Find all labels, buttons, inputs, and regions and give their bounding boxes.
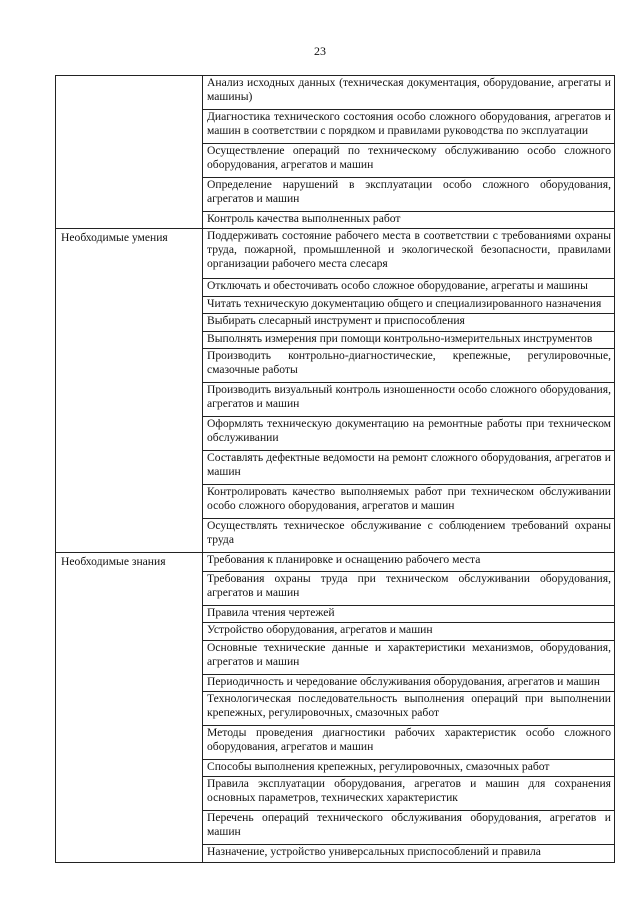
requirement-text: Периодичность и чередование обслуживания оборудования, агрегатов и машин (203, 674, 615, 692)
category-cell (56, 571, 203, 605)
requirement-text: Оформлять техническую документацию на ремонтные работы при техническом обслуживании (203, 417, 615, 451)
requirement-text: Выбирать слесарный инструмент и приспособления (203, 314, 615, 332)
category-cell (56, 640, 203, 674)
category-cell (56, 811, 203, 845)
requirement-text: Поддерживать состояние рабочего места в соответствии с требованиями охраны труда, пожарной, промышленной и экологической безопасности, правилами организации рабочего места слесаря (203, 229, 615, 279)
table-row (56, 484, 615, 518)
category-cell (56, 314, 203, 332)
requirement-text: Читать техническую документацию общего и специализированного назначения (203, 296, 615, 314)
requirement-text: Выполнять измерения при помощи контрольно-измерительных инструментов (203, 331, 615, 349)
table-row (56, 518, 615, 552)
category-cell (56, 143, 203, 177)
requirement-text: Осуществлять техническое обслуживание с соблюдением требований охраны труда (203, 518, 615, 552)
category-cell: Необходимые умения (56, 229, 203, 279)
requirement-text: Контролировать качество выполняемых работ при техническом обслуживании особо сложного оборудования, агрегатов и машин (203, 484, 615, 518)
table-row (56, 571, 615, 605)
table-row (56, 76, 615, 110)
category-cell (56, 417, 203, 451)
requirement-text: Производить визуальный контроль изношенности особо сложного оборудования, агрегатов и машин (203, 383, 615, 417)
requirement-text: Производить контрольно-диагностические, крепежные, регулировочные, смазочные работы (203, 349, 615, 383)
category-cell (56, 674, 203, 692)
table-row (56, 279, 615, 297)
table-row (56, 314, 615, 332)
requirement-text: Основные технические данные и характеристики механизмов, оборудования, агрегатов и машин (203, 640, 615, 674)
category-cell (56, 296, 203, 314)
category-cell (56, 484, 203, 518)
requirement-text: Отключать и обесточивать особо сложное оборудование, агрегаты и машины (203, 279, 615, 297)
table-row (56, 296, 615, 314)
category-cell (56, 759, 203, 777)
requirement-text: Составлять дефектные ведомости на ремонт сложного оборудования, агрегатов и машин (203, 450, 615, 484)
category-cell (56, 383, 203, 417)
table-row (56, 383, 615, 417)
category-cell (56, 177, 203, 211)
requirement-text: Диагностика технического состояния особо сложного оборудования, агрегатов и машин в соответствии с порядком и правилами руководства по эксплуатации (203, 109, 615, 143)
table-row (56, 109, 615, 143)
requirement-text: Методы проведения диагностики рабочих характеристик особо сложного оборудования, агрегатов и машин (203, 726, 615, 760)
table-row (56, 177, 615, 211)
table-row (56, 552, 615, 571)
table-row (56, 759, 615, 777)
table-row (56, 211, 615, 229)
table-row (56, 331, 615, 349)
category-cell (56, 76, 203, 110)
category-cell (56, 450, 203, 484)
category-cell (56, 109, 203, 143)
page-number: 23 (314, 44, 326, 58)
category-cell (56, 518, 203, 552)
requirement-text: Технологическая последовательность выполнения операций при выполнении крепежных, регулировочных, смазочных работ (203, 692, 615, 726)
table-row (56, 349, 615, 383)
table-row (56, 623, 615, 641)
table-row (56, 450, 615, 484)
competency-table (55, 75, 615, 863)
requirement-text: Требования охраны труда при техническом обслуживании оборудования, агрегатов и машин (203, 571, 615, 605)
requirement-text: Контроль качества выполненных работ (203, 211, 615, 229)
table-row (56, 811, 615, 845)
requirement-text: Перечень операций технического обслуживания оборудования, агрегатов и машин (203, 811, 615, 845)
requirement-text: Осуществление операций по техническому обслуживанию особо сложного оборудования, агрегатов и машин (203, 143, 615, 177)
category-cell: Необходимые знания (56, 552, 203, 571)
requirement-text: Правила эксплуатации оборудования, агрегатов и машин для сохранения основных параметров, технических характеристик (203, 777, 615, 811)
category-cell (56, 605, 203, 623)
category-cell (56, 279, 203, 297)
category-cell (56, 692, 203, 726)
requirement-text: Устройство оборудования, агрегатов и машин (203, 623, 615, 641)
requirement-text: Анализ исходных данных (техническая документация, оборудование, агрегаты и машины) (203, 76, 615, 110)
table-row (56, 692, 615, 726)
table-row (56, 417, 615, 451)
category-cell (56, 845, 203, 863)
requirement-text: Определение нарушений в эксплуатации особо сложного оборудования, агрегатов и машин (203, 177, 615, 211)
table-row (56, 726, 615, 760)
category-cell (56, 211, 203, 229)
category-cell (56, 623, 203, 641)
requirement-text: Способы выполнения крепежных, регулировочных, смазочных работ (203, 759, 615, 777)
table-row (56, 640, 615, 674)
requirement-text: Требования к планировке и оснащению рабочего места (203, 552, 615, 571)
table-row (56, 143, 615, 177)
table-row (56, 845, 615, 863)
category-cell (56, 726, 203, 760)
table-row (56, 777, 615, 811)
category-cell (56, 777, 203, 811)
category-cell (56, 331, 203, 349)
table-row (56, 605, 615, 623)
requirement-text: Правила чтения чертежей (203, 605, 615, 623)
table-row (56, 674, 615, 692)
requirement-text: Назначение, устройство универсальных приспособлений и правила (203, 845, 615, 863)
table-row (56, 229, 615, 279)
category-cell (56, 349, 203, 383)
